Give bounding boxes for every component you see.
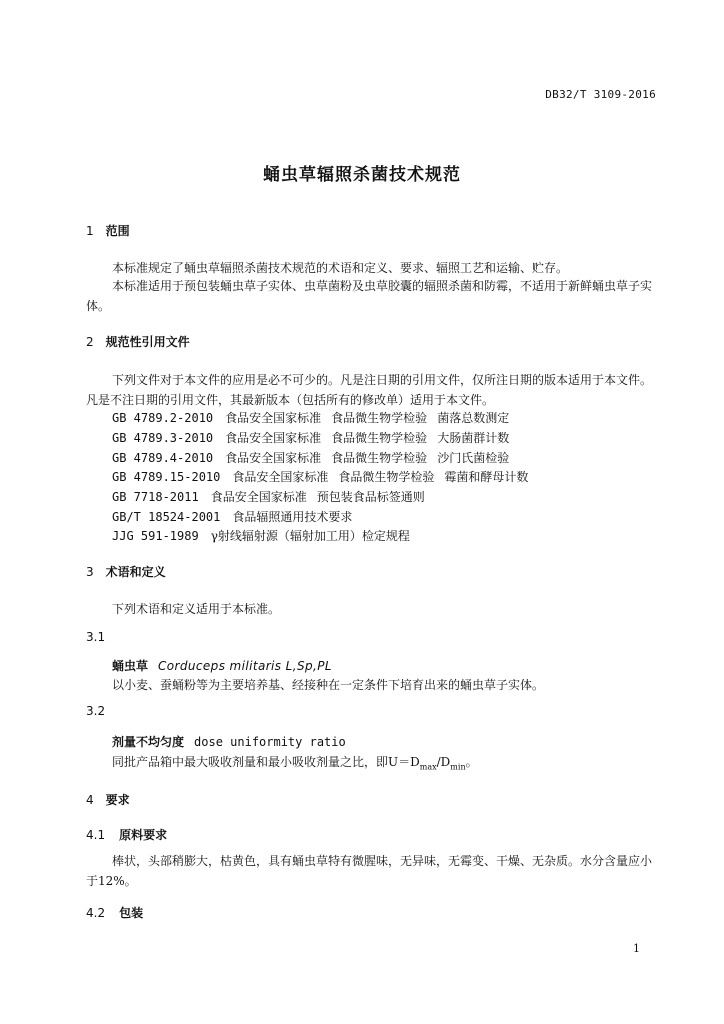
section-3-paragraph-1: 下列术语和定义适用于本标准。 — [112, 602, 281, 616]
section-2-paragraph-1: 下列文件对于本文件的应用是必不可少的。凡是注日期的引用文件，仅所注日期的版本适用于本文件。凡是不注日期的引用文件，其最新版本（包括所有的修改单）适用于本文件。 — [86, 373, 653, 407]
definition-text: 同批产品箱中最大吸收剂量和最小吸收剂量之比，即U＝D — [112, 755, 420, 769]
reference-code: GB 4789.15-2010 — [112, 470, 221, 484]
reference-desc: 食品微生物学检验 — [331, 411, 428, 425]
reference-desc: 预包装食品标签通则 — [316, 490, 425, 504]
section-title: 要求 — [105, 793, 130, 807]
subsection-4-1-paragraph: 棒状，头部稍膨大，枯黄色，具有蛹虫草特有微腥味，无异味，无霉变、干燥、无杂质。水分含量应小于12%。 — [86, 854, 653, 888]
section-title: 范围 — [105, 224, 130, 238]
term-heading — [112, 733, 346, 750]
reference-desc: 食品安全国家标准 — [225, 451, 322, 465]
section-2-heading — [86, 333, 190, 350]
standard-code: DB32/T 3109-2016 — [545, 88, 656, 101]
term-heading — [112, 657, 332, 674]
reference-desc: 食品辐照通用技术要求 — [232, 510, 353, 524]
subsection-title: 原料要求 — [119, 828, 168, 842]
reference-desc: 食品微生物学检验 — [331, 431, 428, 445]
reference-item — [112, 508, 352, 525]
reference-code: GB 4789.4-2010 — [112, 451, 214, 465]
subscript-min: min — [450, 762, 466, 772]
definition-text: 。 — [465, 755, 478, 769]
section-1-heading — [86, 222, 130, 239]
term-definition — [112, 753, 657, 771]
section-title: 术语和定义 — [105, 565, 166, 579]
term-number: 3.2 — [86, 704, 106, 718]
reference-item — [112, 409, 509, 426]
section-number: 2 — [86, 335, 94, 349]
subscript-max: max — [419, 762, 437, 772]
reference-desc: γ射线辐射源（辐射加工用）检定规程 — [210, 529, 410, 543]
reference-code: GB/T 18524-2001 — [112, 510, 221, 524]
section-title: 规范性引用文件 — [105, 335, 190, 349]
reference-code: GB 4789.3-2010 — [112, 431, 214, 445]
section-4-heading — [86, 791, 130, 808]
term-name: 蛹虫草 — [112, 659, 149, 673]
reference-desc: 食品微生物学检验 — [338, 470, 435, 484]
reference-item — [112, 488, 425, 505]
definition-text: /D — [436, 755, 451, 769]
subsection-number: 4.2 — [86, 906, 106, 920]
reference-desc: 食品安全国家标准 — [232, 470, 329, 484]
reference-item — [112, 429, 509, 446]
reference-code: GB 4789.2-2010 — [112, 411, 214, 425]
reference-desc: 食品安全国家标准 — [210, 490, 307, 504]
section-number: 1 — [86, 224, 94, 238]
subsection-4-1-heading — [86, 826, 167, 843]
reference-code: JJG 591-1989 — [112, 529, 199, 543]
term-definition: 以小麦、蚕蛹粉等为主要培养基、经接种在一定条件下培育出来的蛹虫草子实体。 — [112, 678, 545, 692]
section-1-paragraph-1: 本标准规定了蛹虫草辐照杀菌技术规范的术语和定义、要求、辐照工艺和运输、贮存。 — [112, 261, 569, 275]
document-title: 蛹虫草辐照杀菌技术规范 — [263, 165, 461, 185]
reference-code: GB 7718-2011 — [112, 490, 199, 504]
reference-item — [112, 527, 410, 544]
term-english: dose uniformity ratio — [194, 735, 346, 749]
section-3-heading — [86, 563, 166, 580]
subsection-number: 4.1 — [86, 828, 106, 842]
term-name: 剂量不均匀度 — [112, 735, 185, 749]
reference-desc: 食品安全国家标准 — [225, 411, 322, 425]
section-1-paragraph-2: 本标准适用于预包装蛹虫草子实体、虫草菌粉及虫草胶囊的辐照杀菌和防霉，不适用于新鲜蛹虫草子实体。 — [86, 279, 653, 313]
page-number: 1 — [633, 942, 640, 955]
reference-desc: 大肠菌群计数 — [437, 431, 510, 445]
reference-desc: 沙门氏菌检验 — [437, 451, 510, 465]
section-number: 4 — [86, 793, 94, 807]
reference-desc: 食品微生物学检验 — [331, 451, 428, 465]
section-number: 3 — [86, 565, 94, 579]
term-number: 3.1 — [86, 630, 106, 644]
reference-desc: 菌落总数测定 — [437, 411, 510, 425]
reference-desc: 食品安全国家标准 — [225, 431, 322, 445]
reference-item — [112, 449, 509, 466]
subsection-title: 包装 — [119, 906, 144, 920]
reference-item — [112, 468, 528, 485]
subsection-4-2-heading — [86, 904, 143, 921]
reference-desc: 霉菌和酵母计数 — [444, 470, 529, 484]
term-english: Corduceps militaris L,Sp,PL — [158, 659, 332, 673]
